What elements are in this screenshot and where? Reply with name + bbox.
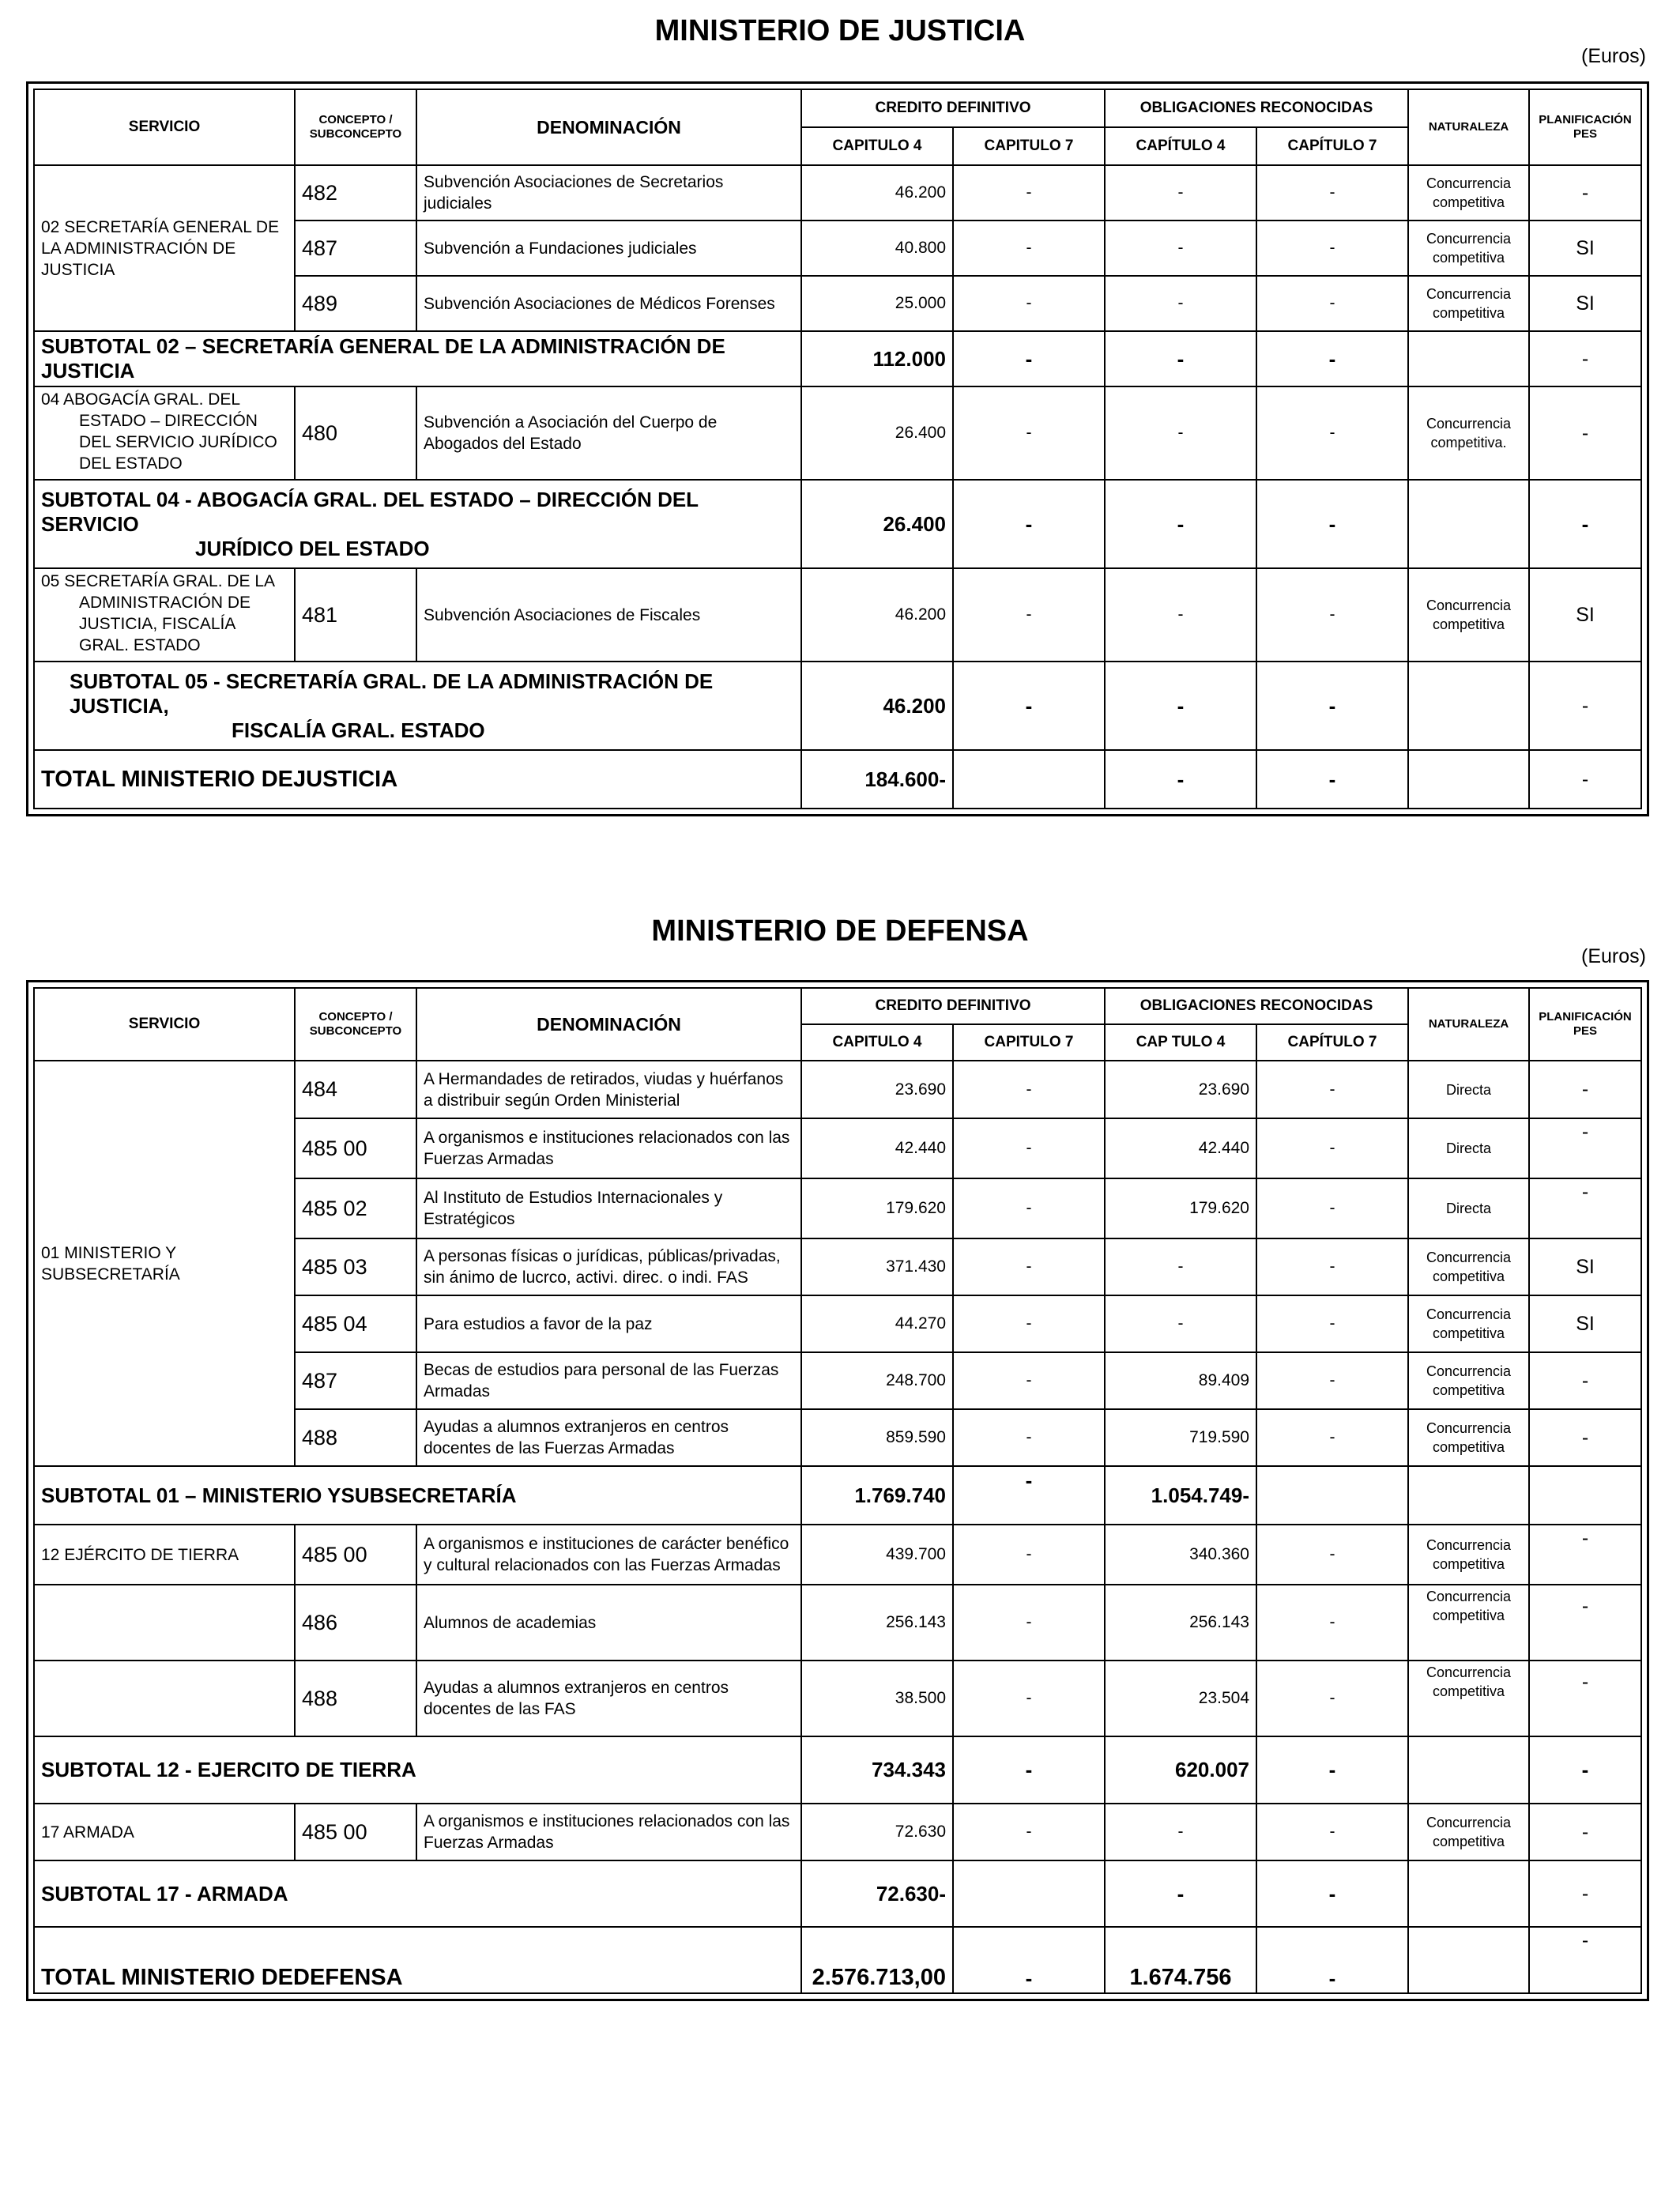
credito-cap7: - xyxy=(953,165,1105,221)
naturaleza: Directa xyxy=(1408,1118,1529,1178)
obligaciones-cap4: 179.620 xyxy=(1105,1178,1256,1238)
table-row xyxy=(34,1061,1641,1118)
credito-cap7: - xyxy=(953,1585,1105,1661)
service-cell xyxy=(34,1661,295,1736)
total-row xyxy=(34,1927,1641,1993)
concept-code: 481 xyxy=(295,568,416,662)
naturaleza: Concurrencia competitiva xyxy=(1408,165,1529,221)
subtotal-label xyxy=(34,662,801,750)
concept-code: 482 xyxy=(295,165,416,221)
credito-cap4: 72.630 xyxy=(801,1804,953,1860)
total-naturaleza xyxy=(1408,1927,1529,1993)
obligaciones-cap7: - xyxy=(1256,568,1408,662)
subtotal-row xyxy=(34,1466,1641,1525)
denominacion: Subvención a Fundaciones judiciales xyxy=(416,221,801,276)
subtotal-row xyxy=(34,1860,1641,1927)
obligaciones-cap4: - xyxy=(1105,221,1256,276)
header-cred-cap7: CAPITULO 7 xyxy=(953,1024,1105,1061)
total-planificacion: - xyxy=(1529,1927,1641,1993)
naturaleza: Concurrencia competitiva xyxy=(1408,1295,1529,1352)
subtotal-row xyxy=(34,480,1641,568)
naturaleza: Concurrencia competitiva xyxy=(1408,1804,1529,1860)
naturaleza: Concurrencia competitiva xyxy=(1408,1238,1529,1295)
justicia-title: MINISTERIO DE JUSTICIA xyxy=(654,14,1026,47)
justicia-table-frame xyxy=(26,81,1649,816)
denominacion: A organismos e instituciones relacionados con las Fuerzas Armadas xyxy=(416,1804,801,1860)
table-row xyxy=(34,1661,1641,1736)
defensa-units: (Euros) xyxy=(1581,945,1646,967)
service-name: 04 ABOGACÍA GRAL. DEL xyxy=(41,390,241,409)
naturaleza: Directa xyxy=(1408,1178,1529,1238)
obligaciones-cap7: - xyxy=(1256,1585,1408,1661)
subtotal-obligaciones-cap7: - xyxy=(1256,1860,1408,1927)
concept-code: 488 xyxy=(295,1661,416,1736)
total-obligaciones-cap4: - xyxy=(1105,750,1256,809)
table-row xyxy=(34,1804,1641,1860)
subtotal-planificacion: - xyxy=(1529,1736,1641,1804)
subtotal-obligaciones-cap7: - xyxy=(1256,480,1408,568)
header-credito: CREDITO DEFINITIVO xyxy=(801,89,1105,127)
header-cred-cap4: CAPITULO 4 xyxy=(801,1024,953,1061)
subtotal-obligaciones-cap7: - xyxy=(1256,662,1408,750)
header-planificacion: PLANIFICACIÓN PES xyxy=(1529,89,1641,165)
obligaciones-cap7: - xyxy=(1256,1661,1408,1736)
service-name-cont: ESTADO – DIRECCIÓN DEL SERVICIO JURÍDICO DEL ESTADO xyxy=(79,412,277,473)
naturaleza: Concurrencia competitiva xyxy=(1408,1661,1529,1736)
subtotal-credito-cap4: 1.769.740 xyxy=(801,1466,953,1525)
denominacion: Subvención Asociaciones de Médicos Forenses xyxy=(416,276,801,331)
credito-cap7: - xyxy=(953,1061,1105,1118)
subtotal-credito-cap4: 72.630- xyxy=(801,1860,953,1927)
obligaciones-cap4: 719.590 xyxy=(1105,1409,1256,1466)
denominacion: Al Instituto de Estudios Internacionales y Estratégicos xyxy=(416,1178,801,1238)
planificacion: - xyxy=(1529,386,1641,480)
defensa-table xyxy=(33,987,1642,1994)
subtotal-credito-cap7 xyxy=(953,1860,1105,1927)
credito-cap7: - xyxy=(953,1238,1105,1295)
concept-code: 485 03 xyxy=(295,1238,416,1295)
credito-cap4: 256.143 xyxy=(801,1585,953,1661)
header-cred-cap4: CAPITULO 4 xyxy=(801,127,953,165)
header-servicio: SERVICIO xyxy=(34,988,295,1061)
denominacion: Subvención Asociaciones de Fiscales xyxy=(416,568,801,662)
obligaciones-cap4: 340.360 xyxy=(1105,1525,1256,1585)
obligaciones-cap7: - xyxy=(1256,165,1408,221)
concept-code: 480 xyxy=(295,386,416,480)
planificacion: - xyxy=(1529,1061,1641,1118)
subtotal-naturaleza xyxy=(1408,480,1529,568)
obligaciones-cap7: - xyxy=(1256,386,1408,480)
subtotal-row xyxy=(34,331,1641,386)
obligaciones-cap7: - xyxy=(1256,1525,1408,1585)
table-row xyxy=(34,568,1641,662)
obligaciones-cap7: - xyxy=(1256,1238,1408,1295)
total-label: TOTAL MINISTERIO DEJUSTICIA xyxy=(34,750,801,809)
denominacion: Subvención Asociaciones de Secretarios judiciales xyxy=(416,165,801,221)
credito-cap7: - xyxy=(953,221,1105,276)
subtotal-credito-cap4: 734.343 xyxy=(801,1736,953,1804)
concept-code: 485 00 xyxy=(295,1804,416,1860)
concept-code: 487 xyxy=(295,1352,416,1409)
subtotal-credito-cap4: 46.200 xyxy=(801,662,953,750)
obligaciones-cap7: - xyxy=(1256,1118,1408,1178)
total-obligaciones-cap7: - xyxy=(1256,750,1408,809)
planificacion: - xyxy=(1529,1525,1641,1585)
planificacion: - xyxy=(1529,1804,1641,1860)
obligaciones-cap4: 256.143 xyxy=(1105,1585,1256,1661)
subtotal-label-line1: SUBTOTAL 05 - SECRETARÍA GRAL. DE LA ADMINISTRACIÓN DE JUSTICIA, xyxy=(70,669,714,718)
header-obligaciones: OBLIGACIONES RECONOCIDAS xyxy=(1105,89,1408,127)
naturaleza: Concurrencia competitiva xyxy=(1408,1585,1529,1661)
header-concepto: CONCEPTO / SUBCONCEPTO xyxy=(295,89,416,165)
header-denominacion: DENOMINACIÓN xyxy=(416,988,801,1061)
justicia-table xyxy=(33,89,1642,809)
credito-cap7: - xyxy=(953,1525,1105,1585)
obligaciones-cap4: - xyxy=(1105,1238,1256,1295)
denominacion: A personas físicas o jurídicas, públicas/privadas, sin ánimo de lucrco, activi. direc. o indi. FAS xyxy=(416,1238,801,1295)
subtotal-obligaciones-cap7 xyxy=(1256,1466,1408,1525)
total-credito-cap7: - xyxy=(953,1927,1105,1993)
total-row xyxy=(34,750,1641,809)
naturaleza: Concurrencia competitiva xyxy=(1408,276,1529,331)
denominacion: Ayudas a alumnos extranjeros en centros docentes de las Fuerzas Armadas xyxy=(416,1409,801,1466)
subtotal-credito-cap7: - xyxy=(953,1466,1105,1525)
planificacion: - xyxy=(1529,1585,1641,1661)
service-cell xyxy=(34,568,295,662)
total-naturaleza xyxy=(1408,750,1529,809)
service-cell: 12 EJÉRCITO DE TIERRA xyxy=(34,1525,295,1585)
defensa-table-frame xyxy=(26,980,1649,2001)
subtotal-obligaciones-cap4: - xyxy=(1105,331,1256,386)
subtotal-row xyxy=(34,1736,1641,1804)
denominacion: Subvención a Asociación del Cuerpo de Abogados del Estado xyxy=(416,386,801,480)
denominacion: A organismos e instituciones de carácter benéfico y cultural relacionados con las Fuerzas Armadas xyxy=(416,1525,801,1585)
naturaleza: Concurrencia competitiva. xyxy=(1408,386,1529,480)
concept-code: 484 xyxy=(295,1061,416,1118)
obligaciones-cap7: - xyxy=(1256,1178,1408,1238)
concept-code: 485 02 xyxy=(295,1178,416,1238)
denominacion: Becas de estudios para personal de las Fuerzas Armadas xyxy=(416,1352,801,1409)
credito-cap4: 859.590 xyxy=(801,1409,953,1466)
total-planificacion: - xyxy=(1529,750,1641,809)
subtotal-naturaleza xyxy=(1408,1466,1529,1525)
credito-cap4: 439.700 xyxy=(801,1525,953,1585)
credito-cap4: 42.440 xyxy=(801,1118,953,1178)
subtotal-naturaleza xyxy=(1408,331,1529,386)
concept-code: 485 04 xyxy=(295,1295,416,1352)
total-credito-cap4: 184.600- xyxy=(801,750,953,809)
subtotal-label: SUBTOTAL 01 – MINISTERIO YSUBSECRETARÍA xyxy=(34,1466,801,1525)
subtotal-label: SUBTOTAL 17 - ARMADA xyxy=(34,1860,801,1927)
naturaleza: Concurrencia competitiva xyxy=(1408,221,1529,276)
subtotal-obligaciones-cap4: - xyxy=(1105,1860,1256,1927)
denominacion: Alumnos de academias xyxy=(416,1585,801,1661)
credito-cap4: 26.400 xyxy=(801,386,953,480)
planificacion: SI xyxy=(1529,1295,1641,1352)
header-planificacion: PLANIFICACIÓN PES xyxy=(1529,988,1641,1061)
planificacion: - xyxy=(1529,1409,1641,1466)
naturaleza: Directa xyxy=(1408,1061,1529,1118)
planificacion: - xyxy=(1529,1661,1641,1736)
obligaciones-cap7: - xyxy=(1256,1295,1408,1352)
obligaciones-cap7: - xyxy=(1256,221,1408,276)
subtotal-planificacion: - xyxy=(1529,662,1641,750)
header-concepto: CONCEPTO / SUBCONCEPTO xyxy=(295,988,416,1061)
subtotal-label-line2: JURÍDICO DEL ESTADO xyxy=(195,536,430,560)
obligaciones-cap4: 23.504 xyxy=(1105,1661,1256,1736)
obligaciones-cap4: - xyxy=(1105,386,1256,480)
concept-code: 488 xyxy=(295,1409,416,1466)
credito-cap4: 371.430 xyxy=(801,1238,953,1295)
credito-cap7: - xyxy=(953,568,1105,662)
header-servicio: SERVICIO xyxy=(34,89,295,165)
subtotal-label: SUBTOTAL 02 – SECRETARÍA GENERAL DE LA ADMINISTRACIÓN DE JUSTICIA xyxy=(34,331,801,386)
subtotal-naturaleza xyxy=(1408,662,1529,750)
subtotal-credito-cap7: - xyxy=(953,662,1105,750)
concept-code: 486 xyxy=(295,1585,416,1661)
table-row xyxy=(34,386,1641,480)
concept-code: 489 xyxy=(295,276,416,331)
obligaciones-cap4: - xyxy=(1105,1295,1256,1352)
service-cell: 02 SECRETARÍA GENERAL DE LA ADMINISTRACIÓN DE JUSTICIA xyxy=(34,165,295,331)
credito-cap7: - xyxy=(953,1118,1105,1178)
subtotal-label-line2: FISCALÍA GRAL. ESTADO xyxy=(232,718,485,742)
header-row xyxy=(34,89,1641,127)
service-cell: 17 ARMADA xyxy=(34,1804,295,1860)
obligaciones-cap4: - xyxy=(1105,165,1256,221)
service-name-cont: ADMINISTRACIÓN DE JUSTICIA, FISCALÍA GRAL. ESTADO xyxy=(79,594,251,654)
credito-cap7: - xyxy=(953,276,1105,331)
header-denominacion: DENOMINACIÓN xyxy=(416,89,801,165)
planificacion: SI xyxy=(1529,568,1641,662)
subtotal-naturaleza xyxy=(1408,1860,1529,1927)
total-obligaciones-cap4: 1.674.756 xyxy=(1105,1927,1256,1993)
table-row xyxy=(34,1525,1641,1585)
subtotal-credito-cap7: - xyxy=(953,1736,1105,1804)
header-cred-cap7: CAPITULO 7 xyxy=(953,127,1105,165)
subtotal-planificacion: - xyxy=(1529,1860,1641,1927)
credito-cap7: - xyxy=(953,1409,1105,1466)
denominacion: Para estudios a favor de la paz xyxy=(416,1295,801,1352)
credito-cap7: - xyxy=(953,386,1105,480)
header-obl-cap7: CAPÍTULO 7 xyxy=(1256,1024,1408,1061)
concept-code: 487 xyxy=(295,221,416,276)
subtotal-row xyxy=(34,662,1641,750)
table-row xyxy=(34,165,1641,221)
credito-cap4: 44.270 xyxy=(801,1295,953,1352)
credito-cap4: 46.200 xyxy=(801,568,953,662)
planificacion: SI xyxy=(1529,276,1641,331)
header-naturaleza: NATURALEZA xyxy=(1408,988,1529,1061)
concept-code: 485 00 xyxy=(295,1525,416,1585)
subtotal-obligaciones-cap7: - xyxy=(1256,1736,1408,1804)
denominacion: A Hermandades de retirados, viudas y huérfanos a distribuir según Orden Ministerial xyxy=(416,1061,801,1118)
subtotal-obligaciones-cap4: - xyxy=(1105,662,1256,750)
subtotal-label: SUBTOTAL 12 - EJERCITO DE TIERRA xyxy=(34,1736,801,1804)
obligaciones-cap7: - xyxy=(1256,276,1408,331)
subtotal-credito-cap4: 26.400 xyxy=(801,480,953,568)
planificacion: - xyxy=(1529,1352,1641,1409)
header-obligaciones: OBLIGACIONES RECONOCIDAS xyxy=(1105,988,1408,1024)
total-obligaciones-cap7: - xyxy=(1256,1927,1408,1993)
subtotal-obligaciones-cap4: - xyxy=(1105,480,1256,568)
planificacion: - xyxy=(1529,1178,1641,1238)
credito-cap4: 23.690 xyxy=(801,1061,953,1118)
credito-cap7: - xyxy=(953,1661,1105,1736)
header-credito: CREDITO DEFINITIVO xyxy=(801,988,1105,1024)
obligaciones-cap4: 42.440 xyxy=(1105,1118,1256,1178)
justicia-units: (Euros) xyxy=(1581,45,1646,67)
planificacion: - xyxy=(1529,165,1641,221)
planificacion: SI xyxy=(1529,221,1641,276)
denominacion: A organismos e instituciones relacionados con las Fuerzas Armadas xyxy=(416,1118,801,1178)
table-row xyxy=(34,1585,1641,1661)
planificacion: SI xyxy=(1529,1238,1641,1295)
credito-cap7: - xyxy=(953,1804,1105,1860)
subtotal-label xyxy=(34,480,801,568)
subtotal-obligaciones-cap7: - xyxy=(1256,331,1408,386)
service-cell xyxy=(34,386,295,480)
credito-cap4: 40.800 xyxy=(801,221,953,276)
naturaleza: Concurrencia competitiva xyxy=(1408,1525,1529,1585)
header-naturaleza: NATURALEZA xyxy=(1408,89,1529,165)
obligaciones-cap7: - xyxy=(1256,1804,1408,1860)
subtotal-naturaleza xyxy=(1408,1736,1529,1804)
obligaciones-cap7: - xyxy=(1256,1352,1408,1409)
subtotal-credito-cap7: - xyxy=(953,480,1105,568)
concept-code: 485 00 xyxy=(295,1118,416,1178)
obligaciones-cap7: - xyxy=(1256,1061,1408,1118)
subtotal-planificacion xyxy=(1529,1466,1641,1525)
obligaciones-cap4: - xyxy=(1105,568,1256,662)
service-cell: 01 MINISTERIO Y SUBSECRETARÍA xyxy=(34,1061,295,1466)
credito-cap4: 46.200 xyxy=(801,165,953,221)
obligaciones-cap4: - xyxy=(1105,276,1256,331)
defensa-title: MINISTERIO DE DEFENSA xyxy=(651,914,1029,948)
credito-cap4: 38.500 xyxy=(801,1661,953,1736)
subtotal-planificacion: - xyxy=(1529,331,1641,386)
total-credito-cap4: 2.576.713,00 xyxy=(801,1927,953,1993)
header-obl-cap4: CAP TULO 4 xyxy=(1105,1024,1256,1061)
subtotal-obligaciones-cap4: 620.007 xyxy=(1105,1736,1256,1804)
obligaciones-cap4: - xyxy=(1105,1804,1256,1860)
credito-cap7: - xyxy=(953,1295,1105,1352)
subtotal-obligaciones-cap4: 1.054.749- xyxy=(1105,1466,1256,1525)
service-cell xyxy=(34,1585,295,1661)
header-obl-cap4: CAPÍTULO 4 xyxy=(1105,127,1256,165)
subtotal-label-line1: SUBTOTAL 04 - ABOGACÍA GRAL. DEL ESTADO – DIRECCIÓN DEL SERVICIO xyxy=(41,487,699,536)
naturaleza: Concurrencia competitiva xyxy=(1408,1352,1529,1409)
credito-cap4: 25.000 xyxy=(801,276,953,331)
denominacion: Ayudas a alumnos extranjeros en centros docentes de las FAS xyxy=(416,1661,801,1736)
credito-cap7: - xyxy=(953,1352,1105,1409)
naturaleza: Concurrencia competitiva xyxy=(1408,1409,1529,1466)
total-label: TOTAL MINISTERIO DEDEFENSA xyxy=(34,1927,801,1993)
header-row xyxy=(34,988,1641,1024)
naturaleza: Concurrencia competitiva xyxy=(1408,568,1529,662)
subtotal-credito-cap4: 112.000 xyxy=(801,331,953,386)
credito-cap4: 179.620 xyxy=(801,1178,953,1238)
subtotal-credito-cap7: - xyxy=(953,331,1105,386)
planificacion: - xyxy=(1529,1118,1641,1178)
obligaciones-cap7: - xyxy=(1256,1409,1408,1466)
obligaciones-cap4: 23.690 xyxy=(1105,1061,1256,1118)
credito-cap7: - xyxy=(953,1178,1105,1238)
subtotal-planificacion: - xyxy=(1529,480,1641,568)
obligaciones-cap4: 89.409 xyxy=(1105,1352,1256,1409)
credito-cap4: 248.700 xyxy=(801,1352,953,1409)
total-credito-cap7 xyxy=(953,750,1105,809)
header-obl-cap7: CAPÍTULO 7 xyxy=(1256,127,1408,165)
service-name: 05 SECRETARÍA GRAL. DE LA xyxy=(41,572,276,590)
